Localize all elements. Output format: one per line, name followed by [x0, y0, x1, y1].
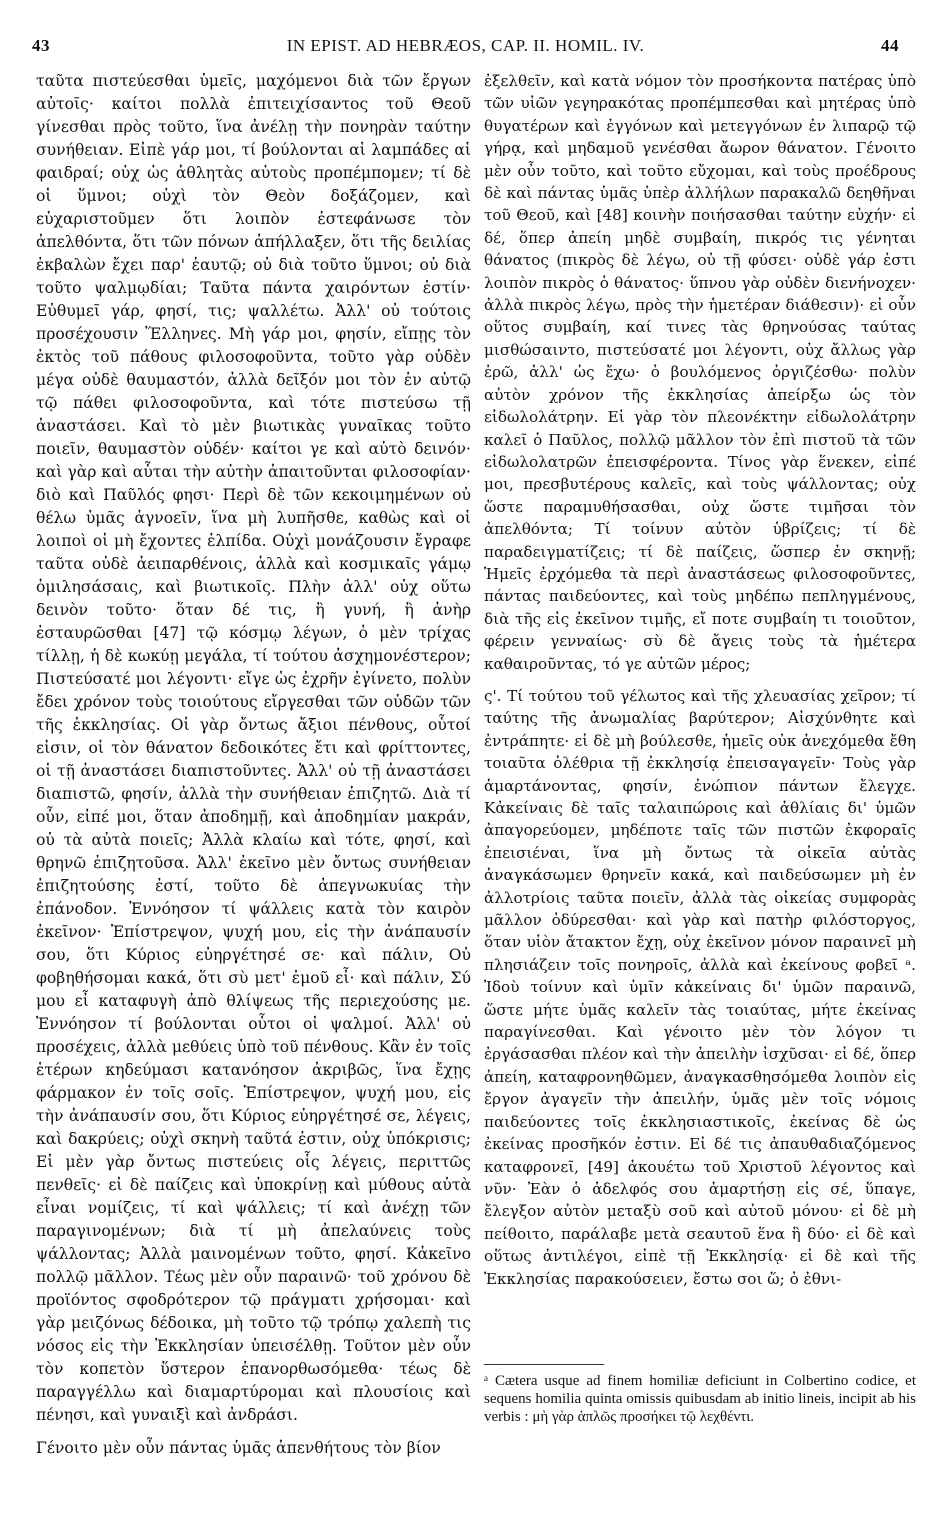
- right-column: [484, 70, 916, 1300]
- page-number-left: 43: [32, 36, 50, 55]
- left-paragraph: ταῦτα πιστεύεσθαι ὑμεῖς, μαχόμενοι διὰ τῶν ἔργων αὐτοῖς· καίτοι πολλὰ ἐπιτειχίσαντος τοῦ Θεοῦ γίνεσθαι πρὸς τοῦτο, ἵνα ἀνέλῃ τὴν πονηρὰν ταύτην συνήθειαν. Εἰπὲ γάρ μοι, τί βούλονται αἱ λαμπάδες αἱ φαιδραί; οὐχ ὡς ἀθλητὰς αὐτοὺς προπέμπομεν; τί δὲ οἱ ὕμνοι; οὐχὶ τὸν Θεὸν δοξάζομεν, καὶ εὐχαριστοῦμεν ὅτι λοιπὸν ἐστεφάνωσε τὸν ἀπελθόντα, ὅτι τῶν πόνων ἀπήλλαξεν, ὅτι τῆς δειλίας ἐκβαλὼν ἔχει παρ' ἑαυτῷ; οὐ διὰ τοῦτο ὕμνοι; οὐ διὰ τοῦτο ψαλμῳδίαι; Ταῦτα πάντα χαιρόντων ἐστίν· Εὐθυμεῖ γάρ, φησί, τις; ψαλλέτω. Ἀλλ' οὐ τούτοις προσέχουσιν Ἕλληνες. Μὴ γάρ μοι, φησίν, εἴπῃς τὸν ἐκτὸς τοῦ πάθους φιλοσοφοῦντα, τοῦτο γὰρ οὐδὲν μέγα οὐδὲ θαυμαστόν, ἀλλὰ δεῖξόν μοι τὸν ἐν αὐτῷ τῷ πάθει φιλοσοφοῦντα, καὶ τότε πιστεύσω τῇ ἀναστάσει. Καὶ τὸ μὲν βιωτικὰς γυναῖκας τοῦτο ποιεῖν, θαυμαστὸν οὐδέν· καίτοι γε καὶ αὐτὸ δεινόν· καὶ γὰρ καὶ αὗται τὴν αὐτὴν ἀπαιτοῦνται φιλοσοφίαν· διὸ καὶ Παῦλός φησι· Περὶ δὲ τῶν κεκοιμημένων οὐ θέλω ὑμᾶς ἀγνοεῖν, ἵνα μὴ λυπῆσθε, καθὼς καὶ οἱ λοιποὶ οἱ μὴ ἔχοντες ἐλπίδα. Οὐχὶ μονάζουσιν ἔγραφε ταῦτα οὐδὲ ἀειπαρθένοις, ἀλλὰ καὶ κοσμικαῖς γάμῳ ὁμιλησάσαις, καὶ βιωτικοῖς. Πλὴν ἀλλ' οὐχ οὕτω δεινὸν τοῦτο· ὅταν δέ τις, ἢ γυνή, ἢ ἀνὴρ ἐσταυρῶσθαι [47] τῷ κόσμῳ λέγων, ὁ μὲν τρίχας τίλλῃ, ἡ δὲ κωκύῃ μεγάλα, τί τούτου ἀσχημονέστερον; Πιστεύσατέ μοι λέγοντι· εἴγε ὡς ἐχρῆν ἐγίνετο, πολὺν ἔδει χρόνον τοὺς τοιούτους εἴργεσθαι τῶν οὐδῶν τῶν τῆς ἐκκλησίας. Οἱ γὰρ ὄντως ἄξιοι πένθους, οὗτοί εἰσιν, οἱ τὸν θάνατον δεδοικότες ἔτι καὶ φρίττοντες, οἱ τῇ ἀναστάσει διαπιστοῦντες. Ἀλλ' οὐ τῇ ἀναστάσει διαπιστῶ, φησίν, ἀλλὰ τὴν συνήθειαν ἐπιζητῶ. Διὰ τί οὖν, εἰπέ μοι, ὅταν ἀποδημῇ, καὶ ἀποδημίαν μακράν, οὐ τὰ αὐτὰ ποιεῖς; Ἀλλὰ κλαίω καὶ τότε, φησί, καὶ θρηνῶ ἐπιζητοῦσα. Ἀλλ' ἐκεῖνο μὲν ὄντως συνήθειαν ἐπιζητούσης ἐστί, τοῦτο δὲ ἀπεγνωκυίας τὴν ἐπάνοδον. Ἐννόησον τί ψάλλεις κατὰ τὸν καιρὸν ἐκεῖνον· Ἐπίστρεψον, ψυχή μου, εἰς τὴν ἀνάπαυσίν σου, ὅτι Κύριος εὐηργέτησέ σε· καὶ πάλιν, Οὐ φοβηθήσομαι κακά, ὅτι σὺ μετ' ἐμοῦ εἶ· καὶ πάλιν, Σύ μου εἶ καταφυγὴ ἀπὸ θλίψεως τῆς περιεχούσης με. Ἐννόησον τί βούλονται οὗτοι οἱ ψαλμοί. Ἀλλ' οὐ προσέχεις, ἀλλὰ μεθύεις ὑπὸ τοῦ πένθους. Κἂν ἐν τοῖς ἑτέρων κηδεύμασι κατανόησον ἀκριβῶς, ἵνα ἔχῃς φάρμακον ἐν τοῖς σοῖς. Ἐπίστρεψον, ψυχή μου, εἰς τὴν ἀνάπαυσίν σου, ὅτι Κύριος εὐηργέτησέ σε, λέγεις, καὶ δακρύεις; οὐχὶ σκηνὴ ταῦτά ἐστιν, οὐχ ὑπόκρισις; Εἰ μὲν γὰρ ὄντως πιστεύεις οἷς λέγεις, περιττῶς πενθεῖς· εἰ δὲ παίζεις καὶ ὑποκρίνῃ καὶ μύθους αὐτὰ εἶναι νομίζεις, τί καὶ ψάλλεις; τί καὶ ἀνέχῃ τῶν παραγινομένων; διὰ τί μὴ ἀπελαύνεις τοὺς ψάλλοντας; Ἀλλὰ μαινομένων τοῦτο, φησί. Κἀκεῖνο πολλῷ μᾶλλον. Τέως μὲν οὖν παραινῶ· τοῦ χρόνου δὲ προϊόντος σφοδρότερον τῷ πράγματι χρήσομαι· καὶ γὰρ μειζόνως δέδοικα, μὴ τοῦτο τῷ τρόπῳ χαλεπὴ τις νόσος εἰς τὴν Ἐκκλησίαν ὑπεισέλθῃ. Τοῦτον μὲν οὖν τὸν κοπετὸν ὕστερον ἐπανορθωσόμεθα· τέως δὲ παραγγέλλω καὶ διαμαρτύρομαι καὶ πλουσίοις καὶ πένησι, καὶ γυναιξὶ καὶ ἀνδράσι.: [36, 72, 471, 1424]
- page-number-right: 44: [881, 36, 899, 55]
- footnote: ᵃ Cætera usque ad finem homiliæ deficiunt in Colbertino codice, et sequens homilia quinta omissis quibusdam ab initio lineis, incipit ab his verbis : μὴ γὰρ ἁπλῶς προσήκει τῷ λεχθέντι.: [484, 1373, 916, 1425]
- right-paragraph: ἐξελθεῖν, καὶ κατὰ νόμον τὸν προσήκοντα πατέρας ὑπὸ τῶν υἱῶν γεγηρακότας προπέμπεσθαι καὶ μητέρας ὑπὸ θυγατέρων καὶ ἐγγόνων καὶ μετεγγόνων ἐν λιπαρῷ τῷ γήρᾳ, καὶ μηδαμοῦ γενέσθαι ἄωρον θάνατον. Γένοιτο μὲν οὖν τοῦτο, καὶ τοῦτο εὔχομαι, καὶ τοὺς προέδρους δὲ καὶ πάντας ὑμᾶς ὑπὲρ ἀλλήλων παρακαλῶ δεηθῆναι τοῦ Θεοῦ, καὶ [48] κοινὴν ποιήσασθαι ταύτην εὐχήν· εἰ δέ, ὅπερ ἀπείη μηδὲ συμβαίη, πικρός τις γένηται θάνατος (πικρὸς δὲ λέγω, οὐ τῇ φύσει· οὐδὲ γάρ ἐστι λοιπὸν πικρὸς ὁ θάνατος· ὕπνου γὰρ οὐδὲν διενήνοχεν· ἀλλὰ πικρὸς λέγω, πρὸς τὴν ἡμετέραν διάθεσιν)· εἰ οὖν οὕτος συμβαίη, καί τινες τὰς θρηνούσας ταύτας μισθώσαιντο, πιστεύσατέ μοι λέγοντι, οὐχ ἄλλως γὰρ ἐρῶ, ἀλλ' ὡς ἔχω· ὁ βουλόμενος ὀργιζέσθω· πολὺν αὐτὸν χρόνον τῆς ἐκκλησίας ἀπείρξω ὡς τὸν εἰδωλολάτρην. Εἰ γὰρ τὸν πλεονέκτην εἰδωλολάτρην καλεῖ ὁ Παῦλος, πολλῷ μᾶλλον τὸν ἐπὶ πιστοῦ τὰ τῶν εἰδωλολατρῶν ἐπεισφέροντα. Τίνος γὰρ ἕνεκεν, εἰπέ μοι, πρεσβυτέρους καλεῖς, καὶ τοὺς ψάλλοντας; οὐχ ὥστε παραμυθήσασθαι, οὐχ ὥστε τιμῆσαι τὸν ἀπελθόντα; Τί τοίνυν αὐτὸν ὑβρίζεις; τί δὲ παραδειγματίζεις; τί δὲ παίζεις, ὥσπερ ἐν σκηνῇ; Ἡμεῖς ἐρχόμεθα τὰ περὶ ἀναστάσεως φιλοσοφοῦντες, πάντας παιδεύοντες, καὶ τοὺς μηδέπω πεπληγμένους, διὰ τῆς εἰς ἐκεῖνον τιμῆς, εἴ ποτε συμβαίη τι τοιοῦτον, φέρειν γενναίως· σὺ δὲ ἄγεις τοὺς τὰ ἡμέτερα καθαιροῦντας, τό γε αὐτῶν μέρος;: [484, 72, 916, 673]
- page-header: [30, 36, 901, 66]
- right-paragraph: ς'. Τί τούτου τοῦ γέλωτος καὶ τῆς χλευασίας χεῖρον; τί ταύτης τῆς ἀνωμαλίας βαρύτερον; Αἰσχύνθητε καὶ ἐντράπητε· εἰ δὲ μὴ βούλεσθε, ἡμεῖς οὐκ ἀνεχόμεθα ἔθη τοιαῦτα ὀλέθρια τῇ ἐκκλησίᾳ ἐπεισαγαγεῖν· Τοὺς γὰρ ἁμαρτάνοντας, φησίν, ἐνώπιον πάντων ἔλεγχε. Κἀκείναις δὲ ταῖς ταλαιπώροις καὶ ἀθλίαις δι' ὑμῶν ἀπαγορεύομεν, μηδέποτε ταῖς τῶν πιστῶν ἐκφοραῖς ἐπεισιέναι, ἵνα μὴ ὄντως τὰ οἰκεῖα αὐτὰς ἀναγκάσωμεν θρηνεῖν κακά, καὶ παιδεύσωμεν μὴ ἐν ἀλλοτρίοις ταῦτα ποιεῖν, ἀλλὰ τὰς οἰκείας συμφορὰς μᾶλλον ὀδύρεσθαι· καὶ γὰρ καὶ πατὴρ φιλόστοργος, ὅταν υἱὸν ἄτακτον ἔχῃ, οὐχ ἐκεῖνον μόνον παραινεῖ μὴ πλησιάζειν τοῖς πονηροῖς, ἀλλὰ καὶ ἐκείνους φοβεῖ ᵃ. Ἰδοὺ τοίνυν καὶ ὑμῖν κἀκείναις δι' ὑμῶν παραινῶ, ὥστε μήτε ὑμᾶς καλεῖν τὰς τοιαύτας, μήτε ἐκείνας παραγίνεσθαι. Καὶ γένοιτο μὲν τὸν λόγον τι ἐργάσασθαι πλέον καὶ τὴν ἀπειλὴν ἰσχῦσαι· εἰ δέ, ὅπερ ἀπείη, καταφρονηθῶμεν, ἀναγκασθησόμεθα λοιπὸν εἰς ἔργον ἀγαγεῖν τὴν ἀπειλήν, ὑμᾶς μὲν τοῖς νόμοις παιδεύοντες τοῖς ἐκκλησιαστικοῖς, ἐκείνας δὲ ὡς ἐκείνας προσῆκόν ἐστιν. Εἰ δέ τις ἀπαυθαδιαζόμενος καταφρονεῖ, [49] ἀκουέτω τοῦ Χριστοῦ λέγοντος καὶ νῦν· Ἐὰν ὁ ἀδελφός σου ἁμαρτήσῃ εἰς σέ, ὕπαγε, ἔλεγξον αὐτὸν μεταξὺ σοῦ καὶ αὐτοῦ μόνου· εἰ δὲ μὴ πείθοιτο, παράλαβε μετὰ σεαυτοῦ ἕνα ἢ δύο· εἰ δὲ καὶ οὕτως ἀντιλέγοι, εἰπὲ τῇ Ἐκκλησίᾳ· εἰ δὲ καὶ τῆς Ἐκκλησίας παρακούσειεν, ἔστω σοι ὥ; ὁ ἐθνι-: [484, 686, 916, 1288]
- running-title: IN EPIST. AD HEBRÆOS, CAP. II. HOMIL. IV.: [286, 36, 645, 55]
- footnote-divider: [484, 1364, 604, 1365]
- left-column: [36, 70, 471, 1470]
- left-paragraph: Γένοιτο μὲν οὖν πάντας ὑμᾶς ἀπενθήτους τὸν βίον: [36, 1439, 441, 1457]
